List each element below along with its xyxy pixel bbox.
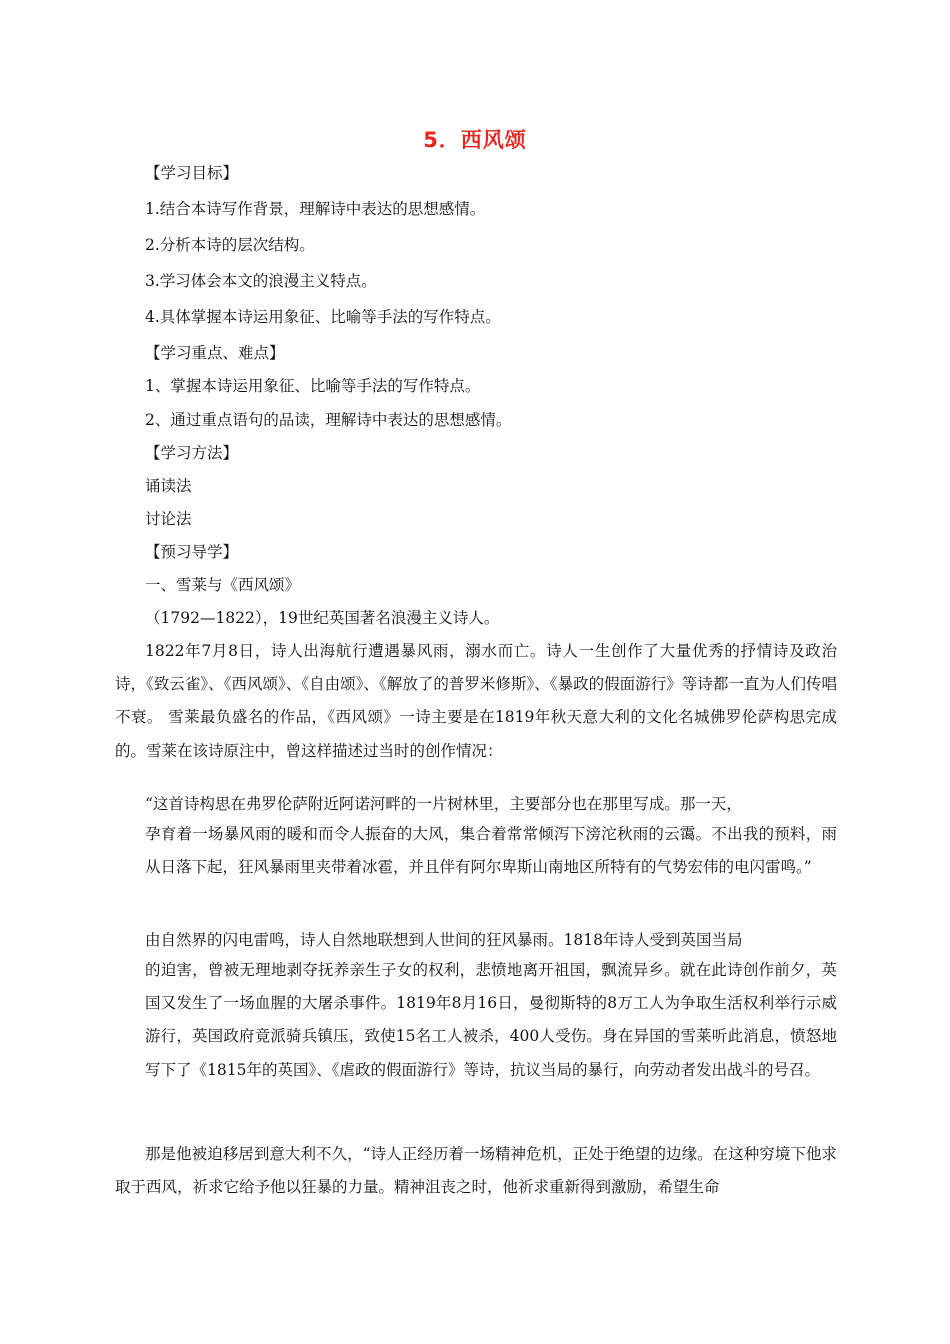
goal-item: 2.分析本诗的层次结构。 [145, 236, 315, 254]
years-line: （1792—1822），19世纪英国著名浪漫主义诗人。 [145, 609, 500, 627]
quote-line: “这首诗构思在弗罗伦萨附近阿诺河畔的一片树林里，主要部分也在那里写成。那一天， [145, 795, 742, 813]
goal-item: 3.学习体会本文的浪漫主义特点。 [145, 272, 377, 290]
body-paragraph: 1822年7月8日，诗人出海航行遭遇暴风雨，溺水而亡。诗人一生创作了大量优秀的抒情诗及政治诗，《致云雀》、《西风颂》、《自由颂》、《解放了的普罗米修斯》、《暴政的假面游行》等诗都一直为人们传唱不衰。 雪莱最负盛名的作品，《西风颂》一诗主要是在1819年秋天意大利的文化名城佛罗伦萨构思完成的。雪莱在该诗原注中，曾这样描述过当时的创作情况： [115, 642, 837, 760]
key-item: 1、掌握本诗运用象征、比喻等手法的写作特点。 [145, 377, 481, 395]
key-item: 2、通过重点语句的品读，理解诗中表达的思想感情。 [145, 411, 512, 429]
method-item: 讨论法 [145, 510, 192, 528]
quote-paragraph: 孕育着一场暴风雨的暖和而令人振奋的大风，集合着常常倾泻下滂沱秋雨的云霭。不出我的预料，雨从日落下起，狂风暴雨里夹带着冰雹，并且伴有阿尔卑斯山南地区所特有的气势宏伟的电闪雷鸣。” [145, 825, 837, 877]
goal-item: 4.具体掌握本诗运用象征、比喻等手法的写作特点。 [145, 308, 501, 326]
body-paragraph: 那是他被迫移居到意大利不久，“诗人正经历着一场精神危机，正处于绝望的边缘。在这种穷境下他求取于西风，祈求它给予他以狂暴的力量。精神沮丧之时，他祈求重新得到激励，希望生命 [115, 1145, 837, 1197]
body-paragraph: 的迫害，曾被无理地剥夺抚养亲生子女的权利，悲愤地离开祖国，飘流异乡。就在此诗创作前夕，英国又发生了一场血腥的大屠杀事件。1819年8月16日，曼彻斯特的8万工人为争取生活权利举行示威游行，英国政府竟派骑兵镇压，致使15名工人被杀，400人受伤。身在异国的雪莱听此消息，愤怒地写下了《1815年的英国》、《虐政的假面游行》等诗，抗议当局的暴行，向劳动者发出战斗的号召。 [145, 961, 837, 1079]
goal-heading: 【学习目标】 [145, 164, 239, 182]
method-heading: 【学习方法】 [145, 444, 239, 462]
document-title: 5．西风颂 [423, 128, 527, 152]
body-line: 由自然界的闪电雷鸣，诗人自然地联想到人世间的狂风暴雨。1818年诗人受到英国当局 [145, 931, 743, 949]
method-item: 诵读法 [145, 477, 192, 495]
preview-subheading: 一、雪莱与《西风颂》 [145, 576, 301, 594]
goal-item: 1.结合本诗写作背景，理解诗中表达的思想感情。 [145, 200, 486, 218]
preview-heading: 【预习导学】 [145, 543, 239, 561]
key-heading: 【学习重点、难点】 [145, 344, 285, 362]
